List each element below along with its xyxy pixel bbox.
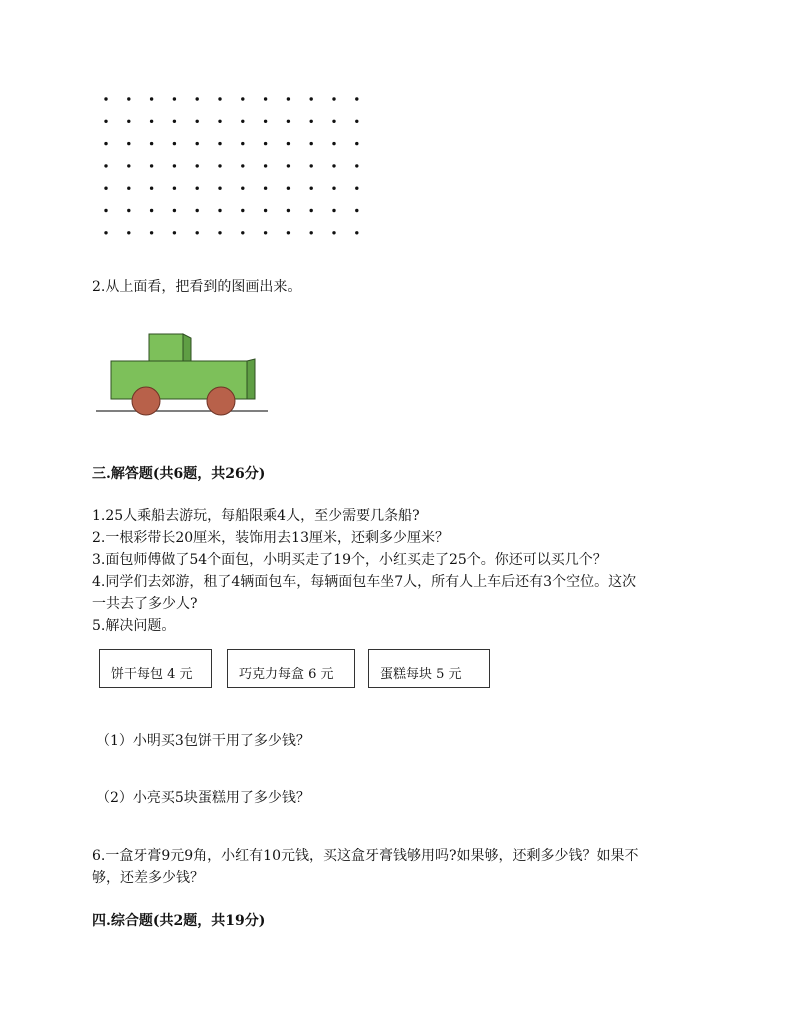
grid-dot [173, 164, 176, 167]
grid-dot [173, 142, 176, 145]
grid-dot [310, 120, 313, 123]
question-draw-top-view: 2.从上面看，把看到的图画出来。 [92, 279, 302, 295]
grid-dot [150, 209, 153, 212]
grid-dot [127, 97, 130, 100]
grid-dot [355, 142, 358, 145]
grid-dot [287, 142, 290, 145]
grid-dot [332, 231, 335, 234]
grid-dot [150, 164, 153, 167]
toy-truck-figure [92, 328, 272, 420]
grid-dot [264, 187, 267, 190]
section-4-title: 四.综合题(共2题，共19分) [92, 913, 266, 929]
grid-dot [310, 231, 313, 234]
grid-dot [150, 231, 153, 234]
grid-dot [173, 231, 176, 234]
grid-dot [241, 142, 244, 145]
grid-dot [355, 164, 358, 167]
grid-dot [264, 120, 267, 123]
grid-dot [150, 142, 153, 145]
grid-dot [104, 164, 107, 167]
grid-dot [150, 120, 153, 123]
grid-dot [218, 120, 221, 123]
grid-dot [218, 97, 221, 100]
question-6-line-1: 6.一盒牙膏9元9角，小红有10元钱，买这盒牙膏钱够用吗?如果够，还剩多少钱？如果不 [92, 848, 639, 864]
question-1: 1.25人乘船去游玩，每船限乘4人，至少需要几条船? [92, 508, 420, 524]
grid-dot [264, 97, 267, 100]
grid-dot [173, 187, 176, 190]
grid-dot [332, 142, 335, 145]
grid-dot [287, 187, 290, 190]
grid-dot [287, 97, 290, 100]
grid-dot [310, 164, 313, 167]
grid-dot [127, 231, 130, 234]
grid-dot [127, 187, 130, 190]
grid-dot [196, 187, 199, 190]
grid-dot [310, 187, 313, 190]
truck-wheel-left [132, 387, 160, 415]
grid-dot [104, 209, 107, 212]
grid-dot [287, 209, 290, 212]
question-5: 5.解决问题。 [92, 618, 176, 634]
section-3-title: 三.解答题(共6题，共26分) [92, 466, 266, 482]
price-box-cake: 蛋糕每块 5 元 [368, 649, 490, 688]
grid-dot [310, 97, 313, 100]
grid-dot [355, 231, 358, 234]
grid-dot [173, 209, 176, 212]
grid-dot [104, 187, 107, 190]
grid-dot [104, 120, 107, 123]
grid-dot [355, 187, 358, 190]
grid-dot [264, 209, 267, 212]
grid-dot [287, 231, 290, 234]
grid-dot [310, 142, 313, 145]
truck-cab [149, 334, 183, 361]
grid-dot [287, 164, 290, 167]
grid-dot [241, 231, 244, 234]
truck-wheel-right [207, 387, 235, 415]
grid-dot [127, 164, 130, 167]
grid-dot [196, 142, 199, 145]
grid-dot [218, 231, 221, 234]
grid-dot [264, 164, 267, 167]
price-box-chocolate: 巧克力每盒 6 元 [227, 649, 355, 688]
grid-dot [218, 142, 221, 145]
grid-dot [332, 164, 335, 167]
grid-dot [241, 120, 244, 123]
truck-body-side [247, 359, 255, 399]
grid-dot [173, 97, 176, 100]
grid-dot [241, 164, 244, 167]
grid-dot [104, 97, 107, 100]
grid-dot [127, 142, 130, 145]
grid-dot [310, 209, 313, 212]
grid-dot [150, 187, 153, 190]
grid-dot [218, 209, 221, 212]
question-4-line-1: 4.同学们去郊游，租了4辆面包车，每辆面包车坐7人，所有人上车后还有3个空位。这次 [92, 574, 637, 590]
grid-dot [127, 209, 130, 212]
truck-cab-side [183, 334, 191, 361]
sub-question-2: （2）小亮买5块蛋糕用了多少钱？ [96, 790, 310, 806]
grid-dot [104, 231, 107, 234]
grid-dot [196, 97, 199, 100]
grid-dot [218, 187, 221, 190]
grid-dot [332, 187, 335, 190]
grid-dot [355, 97, 358, 100]
question-2: 2.一根彩带长20厘米，装饰用去13厘米，还剩多少厘米？ [92, 530, 449, 546]
grid-dot [264, 231, 267, 234]
grid-dot [355, 120, 358, 123]
question-3: 3.面包师傅做了54个面包，小明买走了19个，小红买走了25个。你还可以买几个？ [92, 552, 607, 568]
grid-dot [150, 97, 153, 100]
question-6-line-2: 够，还差多少钱？ [92, 870, 204, 886]
sub-question-1: （1）小明买3包饼干用了多少钱？ [96, 733, 310, 749]
grid-dot [218, 164, 221, 167]
dot-grid [98, 90, 368, 240]
grid-dot [241, 97, 244, 100]
grid-dot [173, 120, 176, 123]
grid-dot [287, 120, 290, 123]
grid-dot [104, 142, 107, 145]
grid-dot [264, 142, 267, 145]
grid-dot [196, 209, 199, 212]
grid-dot [196, 120, 199, 123]
question-4-line-2: 一共去了多少人? [92, 596, 198, 612]
grid-dot [241, 209, 244, 212]
grid-dot [196, 231, 199, 234]
grid-dot [332, 97, 335, 100]
grid-dot [196, 164, 199, 167]
grid-dot [355, 209, 358, 212]
grid-dot [332, 209, 335, 212]
grid-dot [241, 187, 244, 190]
grid-dot [332, 120, 335, 123]
price-box-biscuit: 饼干每包 4 元 [99, 649, 212, 688]
grid-dot [127, 120, 130, 123]
